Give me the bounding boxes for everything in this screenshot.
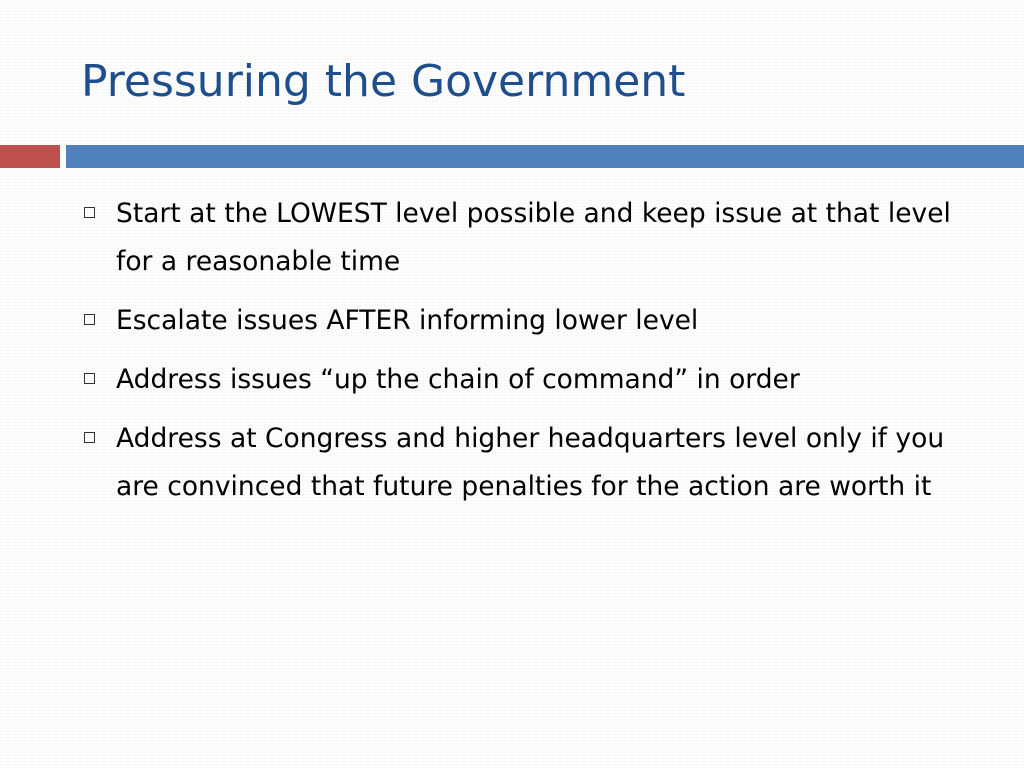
bullet-item (82, 415, 982, 511)
slide-title: Pressuring the Government (81, 56, 686, 107)
hollow-square-bullet-icon (84, 432, 95, 443)
bullet-item (82, 190, 982, 286)
bullet-item (82, 297, 982, 345)
bullet-text: Start at the LOWEST level possible and keep issue at that level for a reasonable time (116, 198, 951, 277)
title-divider-bar (66, 145, 1024, 168)
bullet-text: Escalate issues AFTER informing lower level (116, 305, 699, 336)
hollow-square-bullet-icon (84, 207, 95, 218)
hollow-square-bullet-icon (84, 373, 95, 384)
bullet-text: Address issues “up the chain of command” in order (116, 364, 800, 395)
title-accent-bar (0, 145, 60, 168)
bullet-item (82, 356, 982, 404)
bullet-list (82, 190, 982, 522)
hollow-square-bullet-icon (84, 314, 95, 325)
bullet-text: Address at Congress and higher headquarters level only if you are convinced that future penalties for the action are worth it (116, 423, 945, 502)
